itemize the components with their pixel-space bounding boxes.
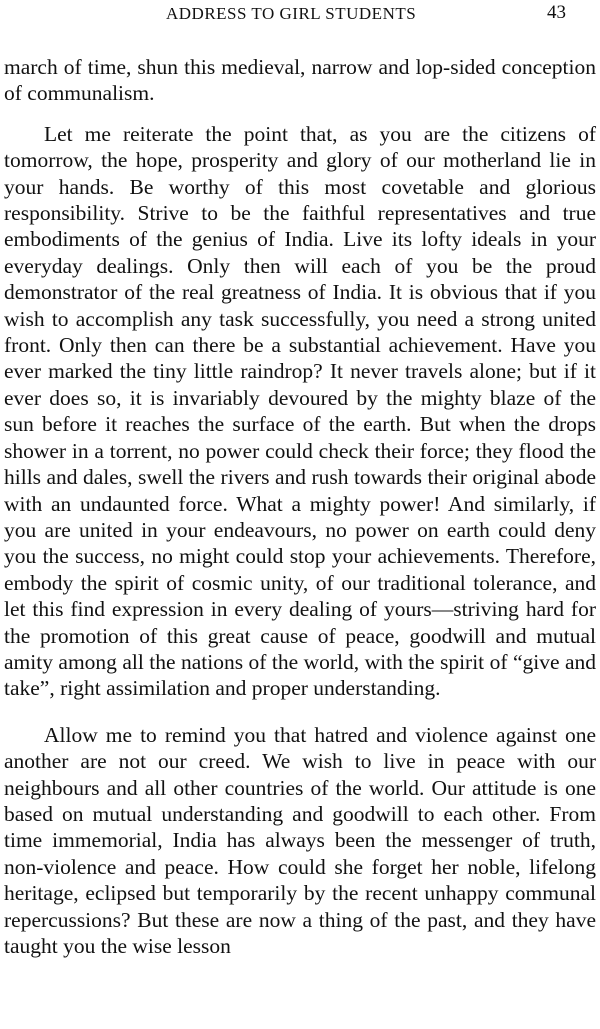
page-number: 43 xyxy=(547,2,566,23)
running-title: ADDRESS TO GIRL STUDENTS xyxy=(166,4,417,23)
paragraph: Allow me to remind you that hatred and violence against one another are not our creed. We wish to live in peace with our neighbours and all other countries of the world. Our attitude is one based on mutual understanding and goodwill to each other. From time immemorial, India has always been the messenger of truth, non-violence and peace. How could she forget her noble, lifelong heritage, eclipsed but temporarily by the recent unhappy communal repercussions? But these are now a thing of the past, and they have taught you the wise lesson xyxy=(4,722,596,958)
paragraph: Let me reiterate the point that, as you are the citizens of tomorrow, the hope, prosperity and glory of our motherland lie in your hands. Be worthy of this most covetable and glorious responsibility. Strive to be the faithful representatives and true embodiments of the genius of India. Live its lofty ideals in your everyday dealings. Only then will each of you be the proud demonstrator of the real greatness of India. It is obvious that if you wish to accomplish any task successfully, you need a strong united front. Only then can there be a substantial achievement. Have you ever marked the tiny little raindrop? It never travels alone; but if it ever does so, it is invariably devoured by the mighty blaze of the sun before it reaches the surface of the earth. But when the drops shower in a torrent, no power could check their force; they flood the hills and dales, swell the rivers and rush towards their original abode with an undaunted force. What a mighty power! And similarly, if you are united in your endeavours, no power on earth could deny you the success, no might could stop your achievements. Therefore, embody the spirit of cosmic unity, of our traditional tolerance, and let this find expression in every dealing of yours—striving hard for the promotion of this great cause of peace, goodwill and mutual amity among all the nations of the world, with the spirit of “give and take”, right assimilation and proper understanding. xyxy=(4,121,596,701)
body-text xyxy=(4,54,596,959)
paragraph-continuation: march of time, shun this medieval, narrow and lop-sided conception of communalism. xyxy=(4,55,596,106)
running-head xyxy=(4,0,596,28)
